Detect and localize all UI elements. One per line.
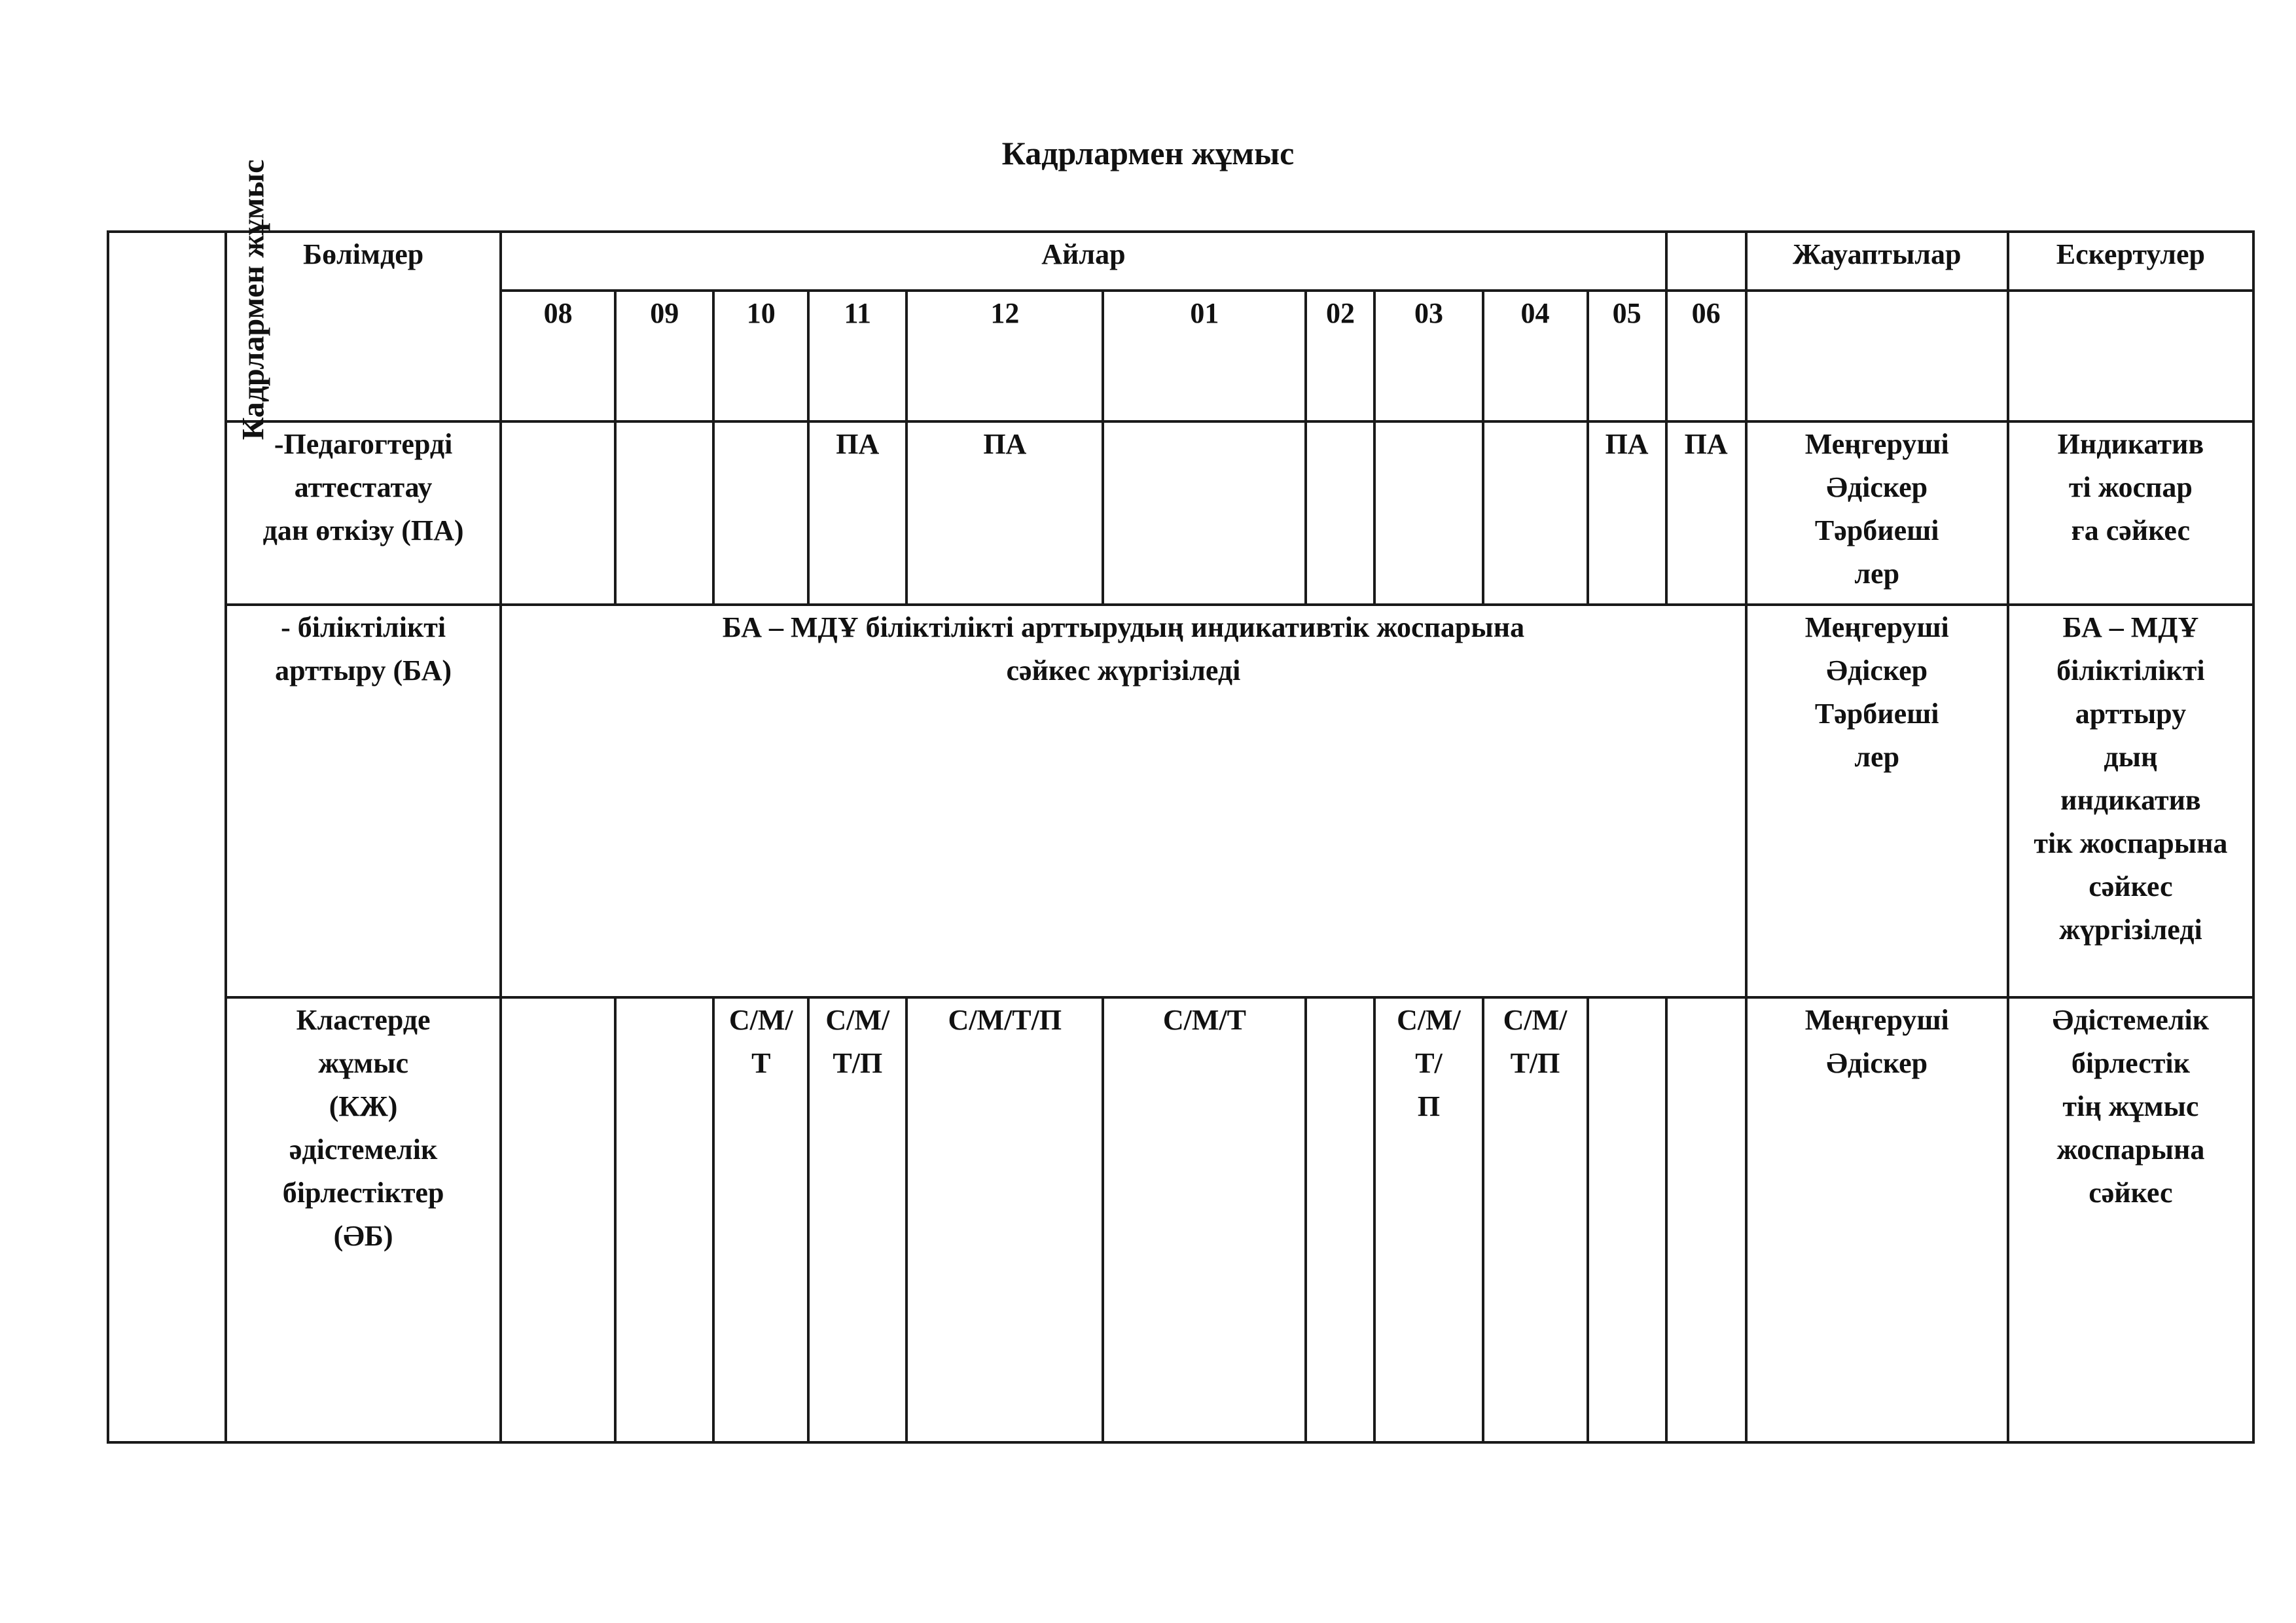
- row-ba-responsible: Меңгеруші Әдіскер Тәрбиеші лер: [1746, 605, 2008, 997]
- row-kzh-month-cell: С/М/ Т/ П: [1374, 997, 1482, 1442]
- row-ba-section: - біліктілікті арттыру (БА): [226, 605, 501, 997]
- month-header: 01: [1103, 291, 1306, 421]
- month-header: 05: [1588, 291, 1666, 421]
- row-pa-responsible: Меңгеруші Әдіскер Тәрбиеші лер: [1746, 421, 2008, 605]
- row-kzh-month-cell: [501, 997, 615, 1442]
- row-ba-notes: БА – МДҰ біліктілікті арттыру дың индикатив тік жоспарына сәйкес жүргізіледі: [2008, 605, 2253, 997]
- row-pa-month-cell: ПА: [808, 421, 906, 605]
- row-kzh-month-cell: [1666, 997, 1746, 1442]
- row-pa-month-cell: [501, 421, 615, 605]
- page-title: Кадрлармен жұмыс: [1001, 135, 1295, 171]
- side-label: Кадрлармен жұмыс: [236, 159, 271, 440]
- month-header: 08: [501, 291, 615, 421]
- side-label-cell: [108, 159, 271, 1442]
- row-kzh-month-cell: [615, 997, 713, 1442]
- row-kzh-month-cell: С/М/Т/П: [906, 997, 1103, 1442]
- row-pa-notes: Индикатив ті жоспар ға сәйкес: [2008, 421, 2253, 605]
- row-kzh-section: Кластерде жұмыс (КЖ) әдістемелік бірлестіктер (ӘБ): [226, 997, 501, 1442]
- header-responsible-blank: [1746, 291, 2008, 421]
- row-pa-month-cell: ПА: [1666, 421, 1746, 605]
- row-kzh-month-cell: С/М/ Т/П: [808, 997, 906, 1442]
- row-pa-month-cell: [1103, 421, 1306, 605]
- row-kzh-notes: Әдістемелік бірлестік тің жұмыс жоспарына сәйкес: [2008, 997, 2253, 1442]
- row-pa-month-cell: [1483, 421, 1588, 605]
- month-header: 03: [1374, 291, 1482, 421]
- header-months: Айлар: [501, 232, 1666, 291]
- row-kzh-responsible: Меңгеруші Әдіскер: [1746, 997, 2008, 1442]
- month-header: 06: [1666, 291, 1746, 421]
- row-pa-section: -Педагогтерді аттестатау дан өткізу (ПА): [226, 421, 501, 605]
- row-kzh-month-cell: С/М/ Т/П: [1483, 997, 1588, 1442]
- row-kzh-month-cell: [1588, 997, 1666, 1442]
- row-kzh-month-cell: С/М/Т: [1103, 997, 1306, 1442]
- month-header: 11: [808, 291, 906, 421]
- month-header: 09: [615, 291, 713, 421]
- header-notes-blank: [2008, 291, 2253, 421]
- row-pa-month-cell: [713, 421, 808, 605]
- row-pa-month-cell: [1374, 421, 1482, 605]
- month-header: 04: [1483, 291, 1588, 421]
- work-plan-table: [107, 159, 2255, 1444]
- header-responsible: Жауаптылар: [1746, 232, 2008, 291]
- header-sections: Бөлімдер: [226, 232, 501, 421]
- row-kzh-month-cell: [1306, 997, 1374, 1442]
- row-pa-month-cell: ПА: [1588, 421, 1666, 605]
- row-kzh-month-cell: С/М/ Т: [713, 997, 808, 1442]
- month-header: 02: [1306, 291, 1374, 421]
- row-ba-merged: БА – МДҰ біліктілікті арттырудың индикативтік жоспарына сәйкес жүргізіледі: [501, 605, 1746, 997]
- header-notes: Ескертулер: [2008, 232, 2253, 291]
- month-header: 12: [906, 291, 1103, 421]
- row-pa-month-cell: [1306, 421, 1374, 605]
- header-months-extra: [1666, 232, 1746, 291]
- row-pa-month-cell: ПА: [906, 421, 1103, 605]
- row-pa-month-cell: [615, 421, 713, 605]
- month-header: 10: [713, 291, 808, 421]
